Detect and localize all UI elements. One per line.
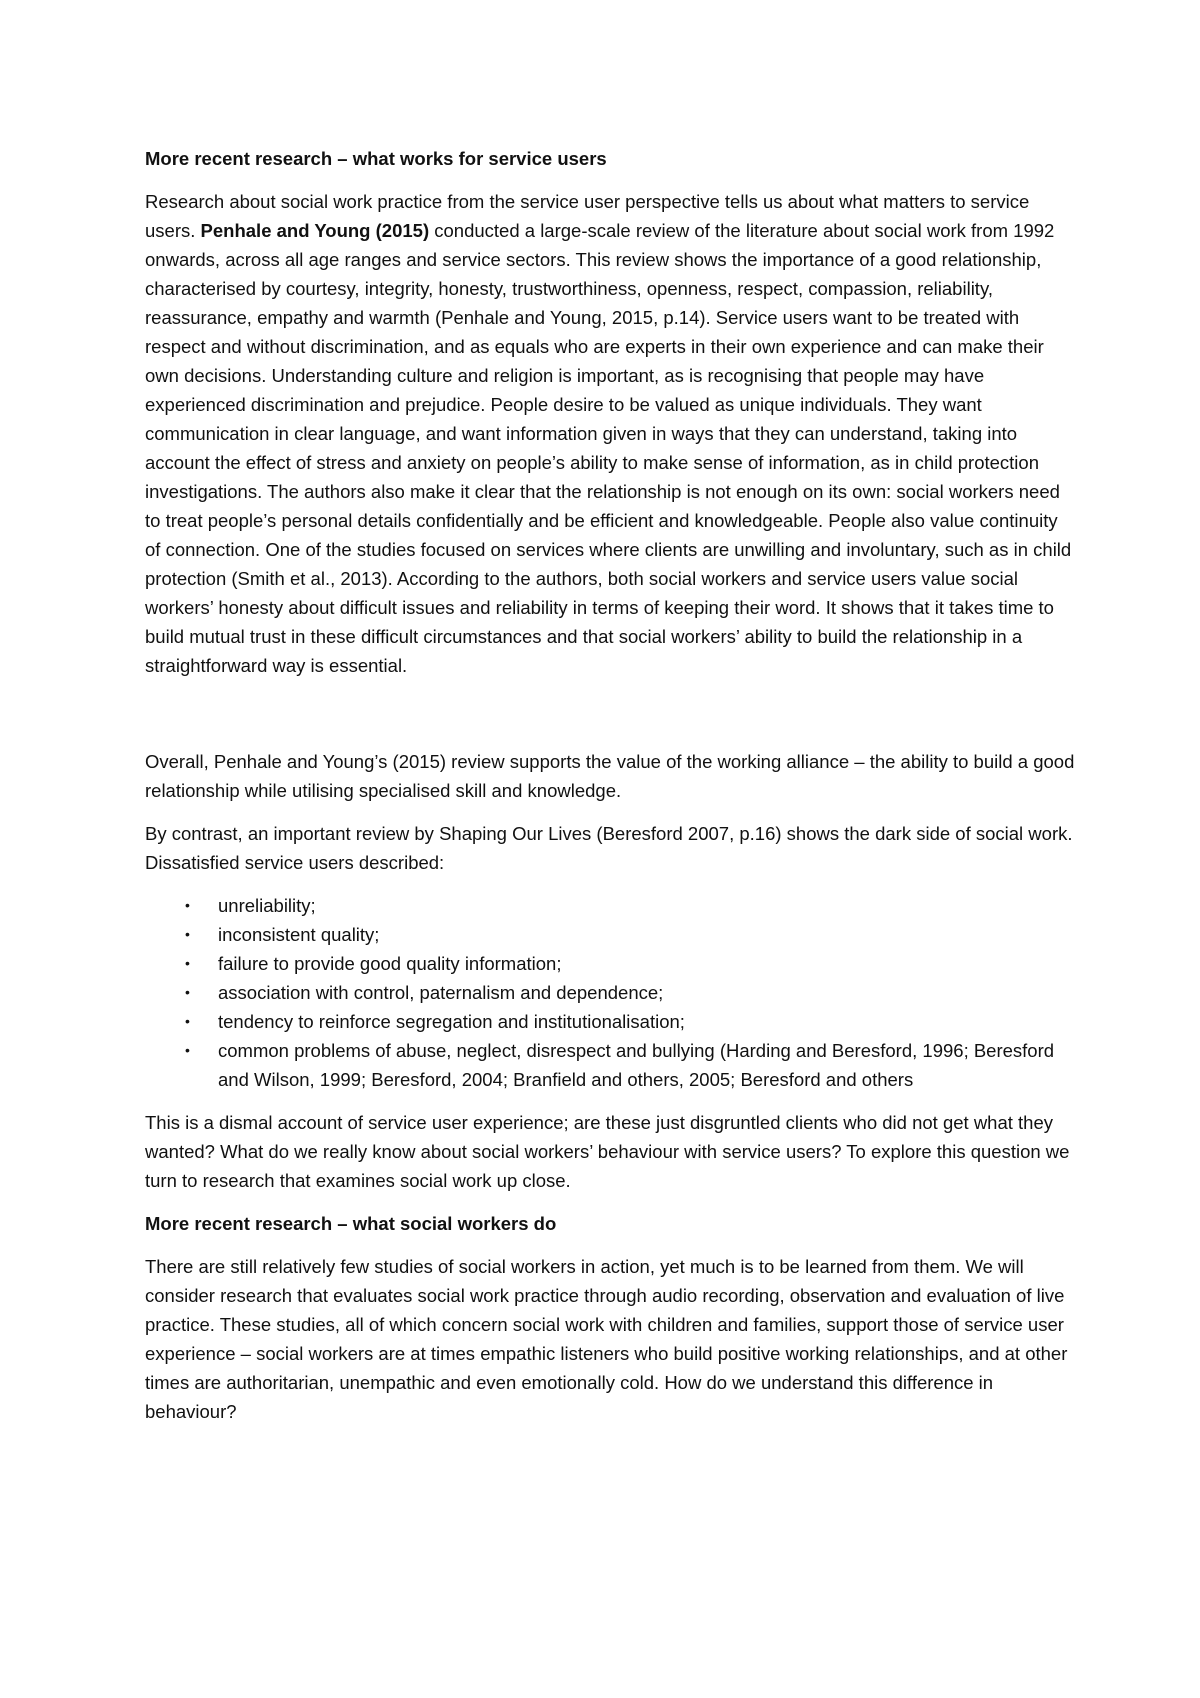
paragraph-dismal-account: This is a dismal account of service user experience; are these just disgruntled clients who did not get what they wanted? What do we really know about social workers’ behaviour with service users? To explore this question we turn to research that examines social work up close. — [145, 1112, 1070, 1191]
list-item: • tendency to reinforce segregation and institutionalisation; — [145, 1007, 1075, 1036]
bullet-icon: • — [185, 897, 190, 913]
bullet-list-complaints — [145, 891, 1075, 1094]
bullet-icon: • — [185, 926, 190, 942]
paragraph-working-alliance: Overall, Penhale and Young’s (2015) review supports the value of the working alliance – the ability to build a good relationship while utilising specialised skill and knowledge. — [145, 751, 1075, 801]
list-item: • unreliability; — [145, 891, 1075, 920]
paragraph-research-overview — [145, 187, 1075, 680]
bullet-icon: • — [185, 984, 190, 1000]
list-item: • common problems of abuse, neglect, disrespect and bullying (Harding and Beresford, 1996; Beresford and Wilson, 1999; Beresford, 2004; Branfield and others, 2005; Beresford and others — [145, 1036, 1075, 1094]
list-item: • association with control, paternalism and dependence; — [145, 978, 1075, 1007]
bullet-icon: • — [185, 1013, 190, 1029]
section-heading-service-users: More recent research – what works for service users — [145, 148, 607, 169]
section-heading-social-workers: More recent research – what social workers do — [145, 1213, 557, 1234]
paragraph-dark-side: By contrast, an important review by Shaping Our Lives (Beresford 2007, p.16) shows the dark side of social work. Dissatisfied service users described: — [145, 823, 1073, 873]
paragraph-text: conducted a large-scale review of the literature about social work from 1992 onwards, across all age ranges and service sectors. This review shows the importance of a good relationship, characterised by courtesy, integrity, honesty, trustworthiness, openness, respect, compassion, reliability, reassurance, empathy and warmth (Penhale and Young, 2015, p.14). Service users want to be treated with respect and without discrimination, and as equals who are experts in their own experience and can make their own decisions. Understanding culture and religion is important, as is recognising that people may have experienced discrimination and prejudice. People desire to be valued as unique individuals. They want communication in clear language, and want information given in ways that they can understand, taking into account the effect of stress and anxiety on people’s ability to make sense of information, as in child protection investigations. The authors also make it clear that the relationship is not enough on its own: social workers need to treat people’s personal details confidentially and be efficient and knowledgeable. People also value continuity of connection. One of the studies focused on services where clients are unwilling and involuntary, such as in child protection (Smith et al., 2013). According to the authors, both social workers and service users value social workers’ honesty about difficult issues and reliability in terms of keeping their word. It shows that it takes time to build mutual trust in these difficult circumstances and that social workers’ ability to build the relationship in a straightforward way is essential. — [145, 220, 1072, 676]
document-page — [145, 144, 1075, 1440]
bold-citation: Penhale and Young (2015) — [200, 220, 430, 241]
spacer — [145, 694, 1075, 747]
paragraph-text: Research about social work practice from the service user perspective tells us about what matters to service users. — [145, 191, 1030, 241]
paragraph-studies-in-action: There are still relatively few studies of social workers in action, yet much is to be learned from them. We will consider research that evaluates social work practice through audio recording, observation and evaluation of live practice. These studies, all of which concern social work with children and families, support those of service user experience – social workers are at times empathic listeners who build positive working relationships, and at other times are authoritarian, unempathic and even emotionally cold. How do we understand this difference in behaviour? — [145, 1256, 1068, 1422]
list-item: • inconsistent quality; — [145, 920, 1075, 949]
list-item: • failure to provide good quality information; — [145, 949, 1075, 978]
bullet-icon: • — [185, 955, 190, 971]
bullet-icon: • — [185, 1042, 190, 1058]
